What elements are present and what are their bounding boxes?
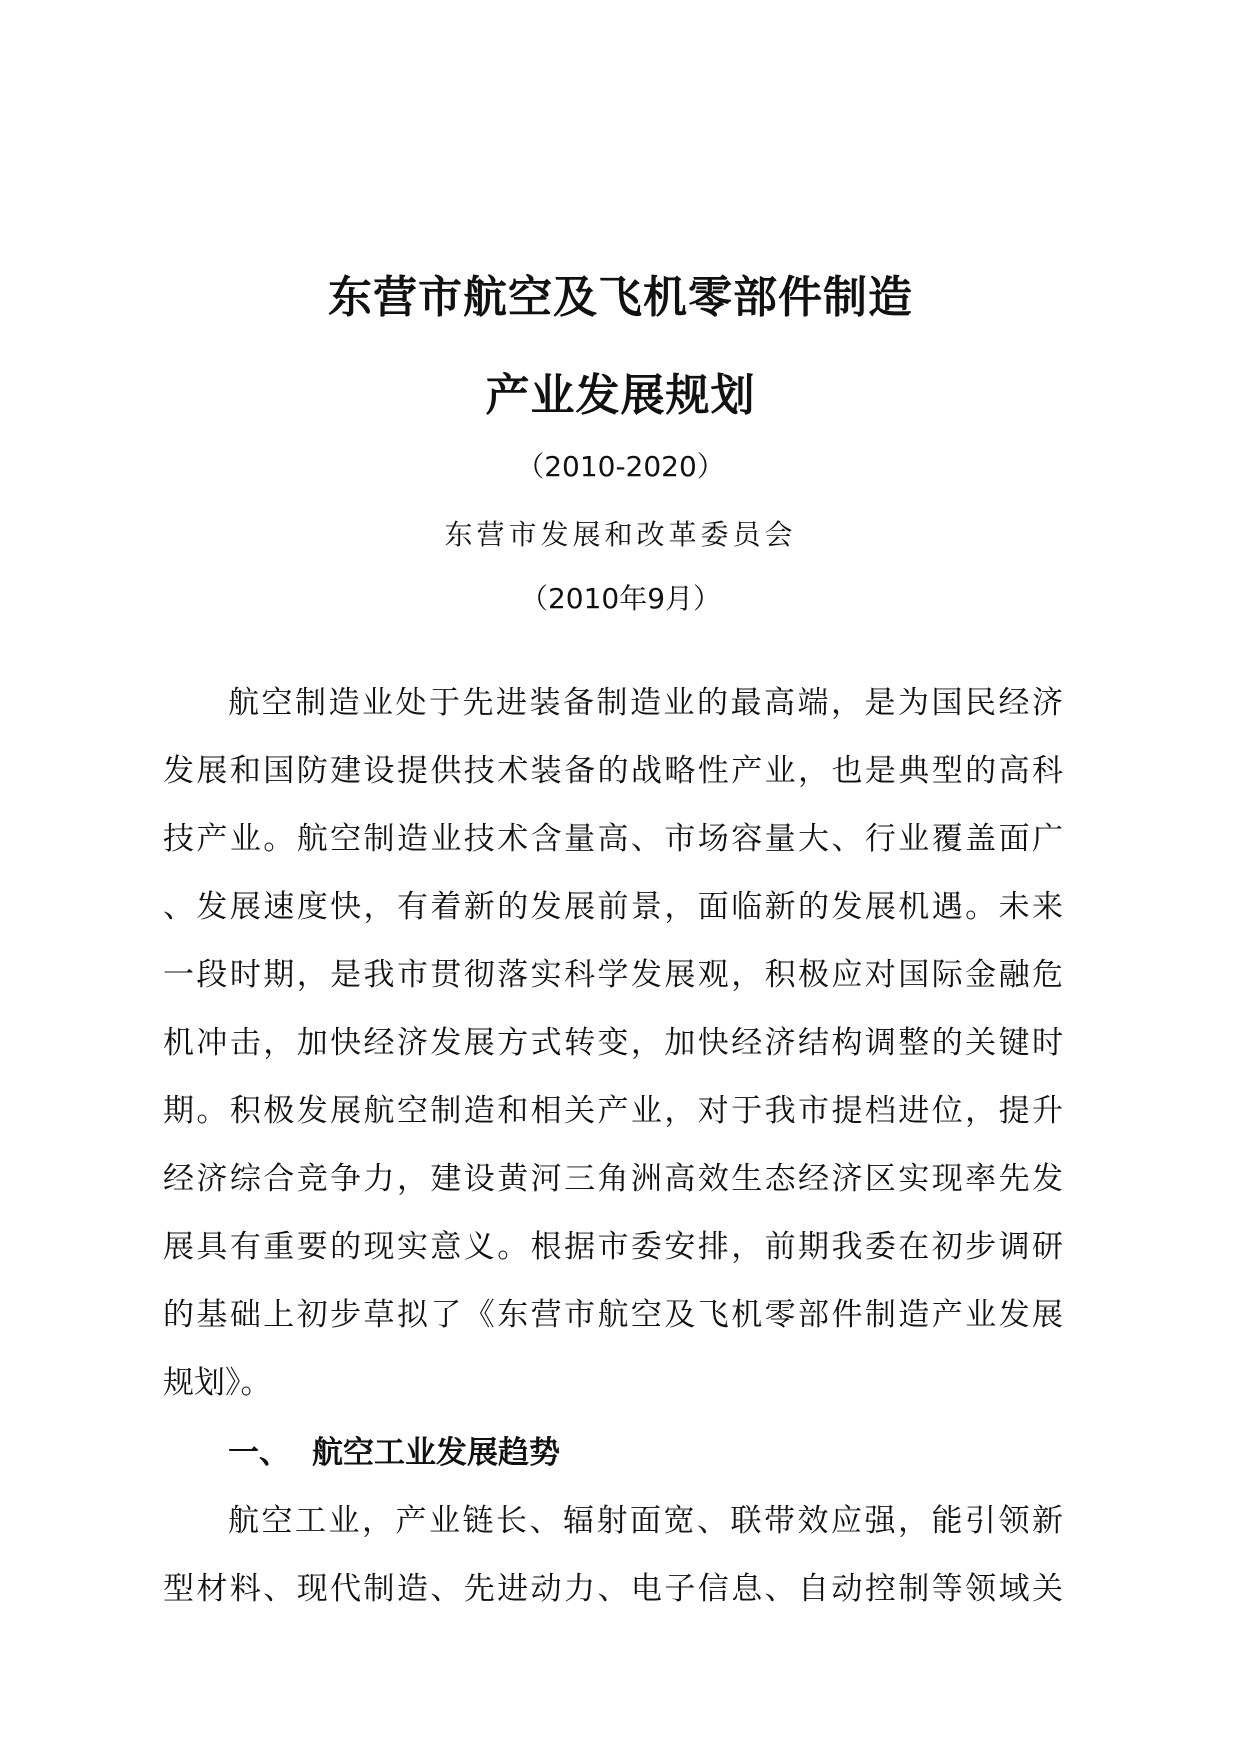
document-title-line-1: 东营市航空及飞机零部件制造 — [328, 272, 913, 323]
intro-paragraph-line: 经济综合竞争力，建设黄河三角洲高效生态经济区实现率先发 — [163, 1161, 1063, 1197]
issuing-organization: 东营市发展和改革委员会 — [444, 518, 797, 551]
section-title: 航空工业发展趋势 — [312, 1435, 560, 1471]
issue-date: （2010年9月） — [519, 582, 722, 615]
intro-paragraph-line: 的基础上初步草拟了《东营市航空及飞机零部件制造产业发展 — [163, 1297, 1063, 1333]
section-paragraph-line: 型材料、现代制造、先进动力、电子信息、自动控制等领域关 — [163, 1571, 1063, 1607]
intro-paragraph-line: 技产业。航空制造业技术含量高、市场容量大、行业覆盖面广 — [163, 821, 1063, 857]
planning-period: （2010-2020） — [516, 450, 725, 483]
intro-paragraph-line: 机冲击，加快经济发展方式转变，加快经济结构调整的关键时 — [163, 1025, 1063, 1061]
intro-paragraph-line: 发展和国防建设提供技术装备的战略性产业，也是典型的高科 — [163, 753, 1063, 789]
section-number: 一、 — [228, 1435, 290, 1471]
section-paragraph-line: 航空工业，产业链长、辐射面宽、联带效应强，能引领新 — [228, 1503, 1063, 1539]
intro-paragraph-line: 展具有重要的现实意义。根据市委安排，前期我委在初步调研 — [163, 1229, 1063, 1265]
intro-paragraph-line: 期。积极发展航空制造和相关产业，对于我市提档进位，提升 — [163, 1093, 1063, 1129]
document-title-line-2: 产业发展规划 — [485, 370, 756, 421]
intro-paragraph-line: 、发展速度快，有着新的发展前景，面临新的发展机遇。未来 — [163, 889, 1063, 925]
intro-paragraph-line: 一段时期，是我市贯彻落实科学发展观，积极应对国际金融危 — [163, 957, 1063, 993]
intro-paragraph-line: 航空制造业处于先进装备制造业的最高端，是为国民经济 — [228, 685, 1063, 721]
section-heading — [228, 1433, 560, 1473]
intro-paragraph-line: 规划》。 — [163, 1365, 272, 1401]
